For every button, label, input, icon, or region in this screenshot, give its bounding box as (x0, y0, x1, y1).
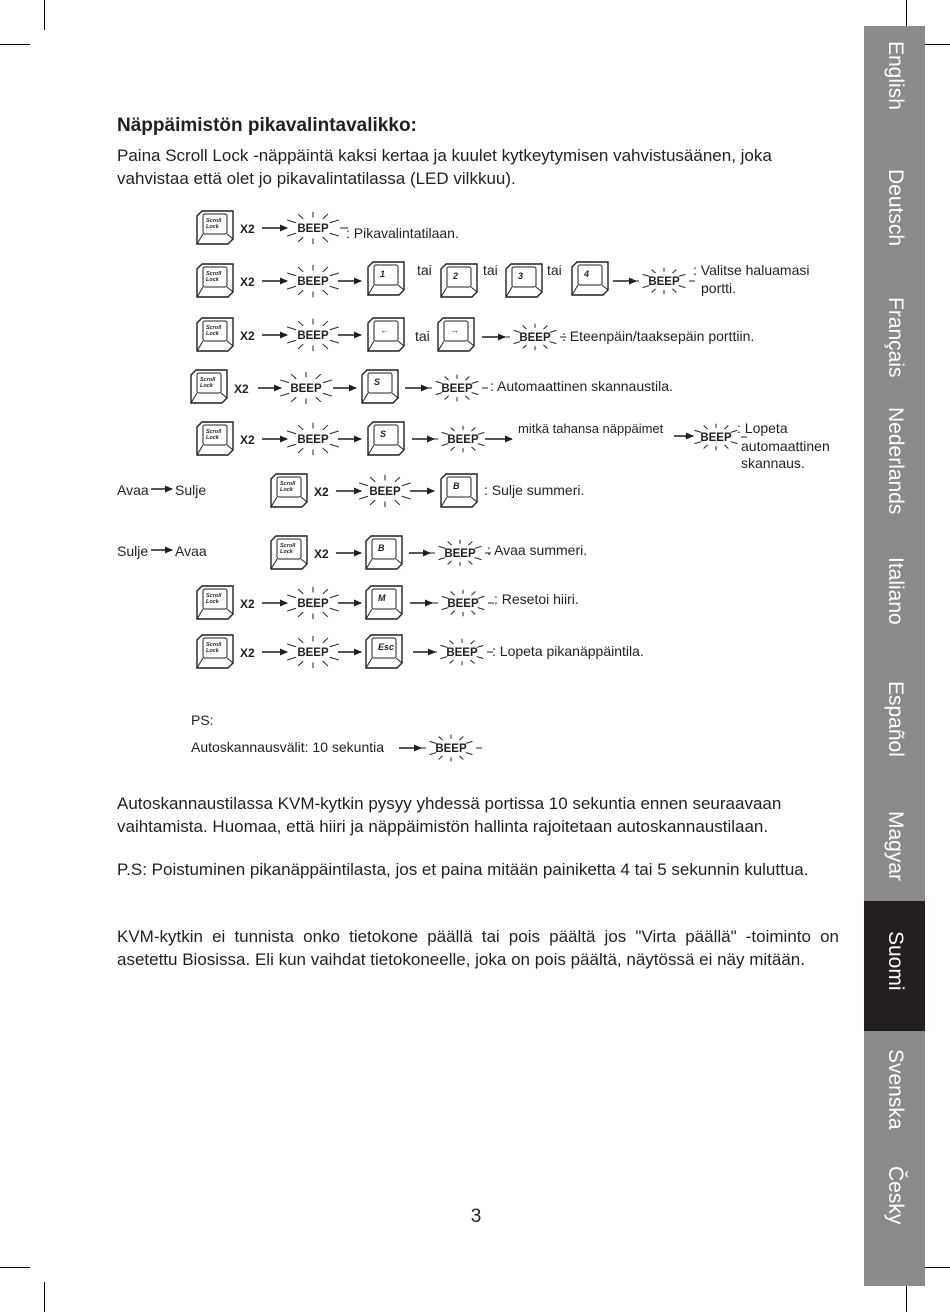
row1-description: : Pikavalintatilaan. (346, 225, 459, 241)
x2-label: X2 (314, 485, 329, 499)
beep-ray (298, 589, 303, 594)
language-tab-label: Nederlands (884, 407, 907, 515)
row8-description: : Resetoi hiiri. (494, 591, 579, 607)
beep-ray (323, 638, 328, 643)
beep-ray (471, 611, 475, 615)
key-label: Lock (280, 487, 293, 493)
beep-ray (330, 273, 339, 276)
beep-ray (451, 427, 455, 431)
beep-ray (298, 425, 303, 430)
beep-label: BEEP (446, 647, 478, 659)
beep-ray (298, 661, 303, 666)
key-label: Lock (200, 383, 213, 389)
x2-label: X2 (240, 433, 255, 447)
beep-ray (323, 214, 328, 219)
beep-ray (330, 233, 339, 236)
language-tab-deutsch[interactable] (864, 154, 925, 282)
beep-ray (298, 448, 303, 453)
beep-label: BEEP (447, 434, 479, 446)
or-label: tai (547, 262, 562, 278)
beep-ray (370, 477, 375, 482)
page-number: 3 (470, 1206, 482, 1227)
beep-ray (298, 638, 303, 643)
diagram-shapes (151, 211, 747, 761)
language-tab-label: Česky (884, 1166, 907, 1225)
beep-label: BEEP (297, 598, 329, 610)
row4-description: : Automaattinen skannaustila. (490, 378, 673, 394)
x2-label: X2 (240, 275, 255, 289)
beep-ray (287, 286, 296, 289)
beep-ray (287, 327, 296, 330)
beep-ray (471, 427, 475, 431)
language-tab-magyar[interactable] (864, 796, 925, 901)
beep-ray (465, 396, 469, 400)
beep-ray (402, 483, 411, 486)
beep-label: BEEP (441, 383, 473, 395)
beep-ray (323, 380, 332, 383)
language-tab-label: Français (884, 297, 907, 378)
key-label: Lock (206, 435, 219, 441)
beep-ray (323, 290, 328, 295)
beep-ray (323, 237, 328, 242)
beep-ray (316, 397, 321, 402)
language-tab-espanol[interactable] (864, 666, 925, 796)
beep-ray (704, 445, 708, 449)
beep-label: BEEP (648, 276, 680, 288)
beep-ray (287, 220, 296, 223)
beep-ray (439, 736, 443, 740)
beep-ray (395, 500, 400, 505)
key-label: B (453, 481, 460, 491)
row5-description-cont: skannaus. (741, 455, 805, 471)
beep-ray (459, 736, 463, 740)
beep-ray (287, 608, 296, 611)
beep-ray (672, 289, 676, 293)
x2-label: X2 (240, 222, 255, 236)
beep-ray (330, 657, 339, 660)
beep-label: BEEP (297, 434, 329, 446)
beep-label: BEEP (435, 743, 467, 755)
row3-description: : Eteenpäin/taaksepäin porttiin. (562, 328, 755, 344)
beep-ray (543, 345, 547, 349)
beep-ray (359, 483, 368, 486)
key-label: ← (380, 325, 389, 335)
beep-ray (704, 425, 708, 429)
language-tab-svenska[interactable] (864, 1031, 925, 1146)
section-heading: Näppäimistön pikavalintavalikko: (117, 115, 417, 136)
beep-ray (652, 289, 656, 293)
row9-description: : Lopeta pikanäppäintila. (492, 643, 644, 659)
key-label: Scroll (206, 271, 222, 277)
key-label: 2 (453, 271, 459, 281)
beep-ray (298, 612, 303, 617)
beep-ray (330, 340, 339, 343)
beep-ray (298, 267, 303, 272)
beep-ray (291, 374, 296, 379)
beep-ray (287, 233, 296, 236)
key-label: Scroll (200, 377, 216, 383)
key-label: Scroll (206, 218, 222, 224)
row2-description-cont: portti. (701, 280, 737, 296)
autoscan-paragraph: Autoskannaustilassa KVM-kytkin pysyy yhdessä portissa 10 sekuntia ennen seuraavaan vaihtamista. Huomaa, että hiiri ja näppäimistön hallinta rajoitetaan autoskannaustilaan. (117, 794, 782, 836)
key-label: S (374, 377, 381, 387)
key-label: B (378, 543, 385, 553)
key-label: Lock (206, 224, 219, 230)
beep-ray (330, 286, 339, 289)
row7-state-from: Sulje (117, 543, 149, 559)
x2-label: X2 (314, 547, 329, 561)
any-keys-label: mitkä tahansa näppäimet (518, 421, 664, 436)
key-label: M (378, 593, 386, 603)
beep-ray (445, 376, 449, 380)
beep-ray (323, 393, 332, 396)
beep-ray (323, 589, 328, 594)
beep-ray (330, 608, 339, 611)
beep-ray (672, 269, 676, 273)
ps-paragraph: P.S: Poistuminen pikanäppäintilasta, jos et paina mitään painiketta 4 tai 5 sekunnin kuluttua. (117, 860, 809, 879)
beep-ray (445, 396, 449, 400)
beep-ray (330, 220, 339, 223)
language-sidebar (864, 26, 925, 1286)
row6-description: : Sulje summeri. (484, 482, 585, 498)
beep-label: BEEP (297, 276, 329, 288)
beep-ray (330, 431, 339, 434)
kvm-paragraph: KVM-kytkin ei tunnista onko tietokone päällä tai pois päältä jos "Virta päällä" -toiminto on asetettu Biosissa. Eli kun vaihdat tietokoneelle, joka on pois päältä, näytössä ei näy mitään. (117, 927, 839, 969)
key-label: Scroll (206, 593, 222, 599)
beep-label: BEEP (700, 432, 732, 444)
beep-ray (298, 290, 303, 295)
beep-ray (450, 640, 454, 644)
language-tab-label: Suomi (884, 931, 907, 991)
beep-ray (470, 640, 474, 644)
beep-ray (280, 393, 289, 396)
x2-label: X2 (234, 382, 249, 396)
beep-ray (465, 376, 469, 380)
key-label: Scroll (206, 429, 222, 435)
language-tab-suomi[interactable] (864, 901, 925, 1031)
beep-ray (298, 214, 303, 219)
language-tab-label: Svenska (884, 1049, 907, 1130)
row2-description: : Valitse haluamasi (693, 262, 810, 278)
key-label: Esc (378, 642, 395, 652)
beep-ray (523, 345, 527, 349)
crop-mark (906, 1282, 907, 1312)
language-tab-italiano[interactable] (864, 542, 925, 666)
row7-state-to: Avaa (175, 543, 207, 559)
row7-description: : Avaa summeri. (487, 542, 588, 558)
beep-ray (323, 267, 328, 272)
key-outline (441, 264, 477, 297)
beep-ray (370, 500, 375, 505)
crop-mark (44, 1282, 45, 1312)
beep-ray (330, 444, 339, 447)
key-label: Scroll (206, 642, 222, 648)
beep-ray (724, 425, 728, 429)
or-label: tai (483, 262, 498, 278)
beep-ray (287, 431, 296, 434)
language-tab-label: Magyar (884, 811, 907, 882)
row6-state-to: Sulje (175, 482, 207, 498)
beep-ray (459, 756, 463, 760)
language-tab-cesky[interactable] (864, 1146, 925, 1286)
beep-label: BEEP (297, 330, 329, 342)
beep-ray (287, 444, 296, 447)
beep-ray (298, 237, 303, 242)
key-label: S (380, 429, 387, 439)
beep-ray (451, 611, 455, 615)
beep-label: BEEP (297, 223, 329, 235)
beep-ray (298, 321, 303, 326)
beep-ray (323, 448, 328, 453)
beep-ray (470, 660, 474, 664)
key-label: 4 (584, 269, 590, 279)
key-label: Lock (280, 549, 293, 555)
beep-ray (450, 660, 454, 664)
key-label: Scroll (280, 543, 296, 549)
key-outline (572, 262, 608, 295)
beep-ray (323, 425, 328, 430)
beep-ray (359, 496, 368, 499)
key-label: Lock (206, 331, 219, 337)
beep-label: BEEP (519, 332, 551, 344)
key-label: 3 (518, 271, 524, 281)
ps-label: PS: (191, 712, 214, 728)
beep-ray (652, 269, 656, 273)
key-outline (368, 262, 404, 295)
beep-ray (468, 541, 472, 545)
beep-ray (291, 397, 296, 402)
key-label: Lock (206, 599, 219, 605)
x2-label: X2 (240, 329, 255, 343)
beep-ray (287, 273, 296, 276)
beep-ray (280, 380, 289, 383)
beep-ray (439, 756, 443, 760)
language-tab-label: Italiano (884, 557, 907, 625)
beep-ray (287, 340, 296, 343)
beep-label: BEEP (297, 647, 329, 659)
beep-ray (330, 327, 339, 330)
beep-ray (471, 447, 475, 451)
beep-ray (402, 496, 411, 499)
beep-ray (451, 447, 455, 451)
key-label: Scroll (206, 325, 222, 331)
beep-ray (395, 477, 400, 482)
language-tab-english[interactable] (864, 26, 925, 154)
beep-ray (298, 344, 303, 349)
beep-ray (287, 595, 296, 598)
ps-interval-label: Autoskannausvälit: 10 sekuntia (191, 739, 385, 755)
beep-ray (287, 657, 296, 660)
beep-ray (330, 595, 339, 598)
x2-label: X2 (240, 597, 255, 611)
crop-mark (0, 1267, 30, 1268)
row5-description: : Lopeta (737, 420, 788, 436)
beep-label: BEEP (444, 548, 476, 560)
or-label: tai (415, 328, 430, 344)
beep-ray (323, 612, 328, 617)
key-label: 1 (380, 269, 386, 279)
beep-ray (468, 561, 472, 565)
beep-label: BEEP (447, 598, 479, 610)
language-tab-nederlands[interactable] (864, 392, 925, 542)
beep-label: BEEP (369, 486, 401, 498)
beep-ray (724, 445, 728, 449)
key-label: Scroll (280, 481, 296, 487)
key-label: → (450, 325, 459, 335)
beep-ray (523, 325, 527, 329)
beep-ray (323, 321, 328, 326)
row5-description-cont: automaattinen (741, 438, 830, 454)
row6-state-from: Avaa (117, 482, 149, 498)
or-label: tai (417, 262, 432, 278)
key-outline (506, 264, 542, 297)
language-tab-label: Deutsch (884, 169, 907, 247)
beep-ray (448, 561, 452, 565)
beep-ray (471, 591, 475, 595)
beep-ray (448, 541, 452, 545)
x2-label: X2 (240, 646, 255, 660)
intro-paragraph: Paina Scroll Lock -näppäintä kaksi kertaa ja kuulet kytkeytymisen vahvistusäänen, joka vahvistaa että olet jo pikavalintatilassa (LED vilkkuu). (117, 146, 772, 188)
beep-ray (451, 591, 455, 595)
beep-ray (316, 374, 321, 379)
beep-ray (323, 344, 328, 349)
language-tab-francais[interactable] (864, 282, 925, 392)
key-label: Lock (206, 648, 219, 654)
language-tab-label: English (884, 41, 907, 110)
beep-ray (323, 661, 328, 666)
language-tab-label: Español (884, 681, 907, 757)
beep-ray (287, 644, 296, 647)
beep-ray (330, 644, 339, 647)
key-label: Lock (206, 277, 219, 283)
beep-ray (543, 325, 547, 329)
beep-label: BEEP (290, 383, 322, 395)
